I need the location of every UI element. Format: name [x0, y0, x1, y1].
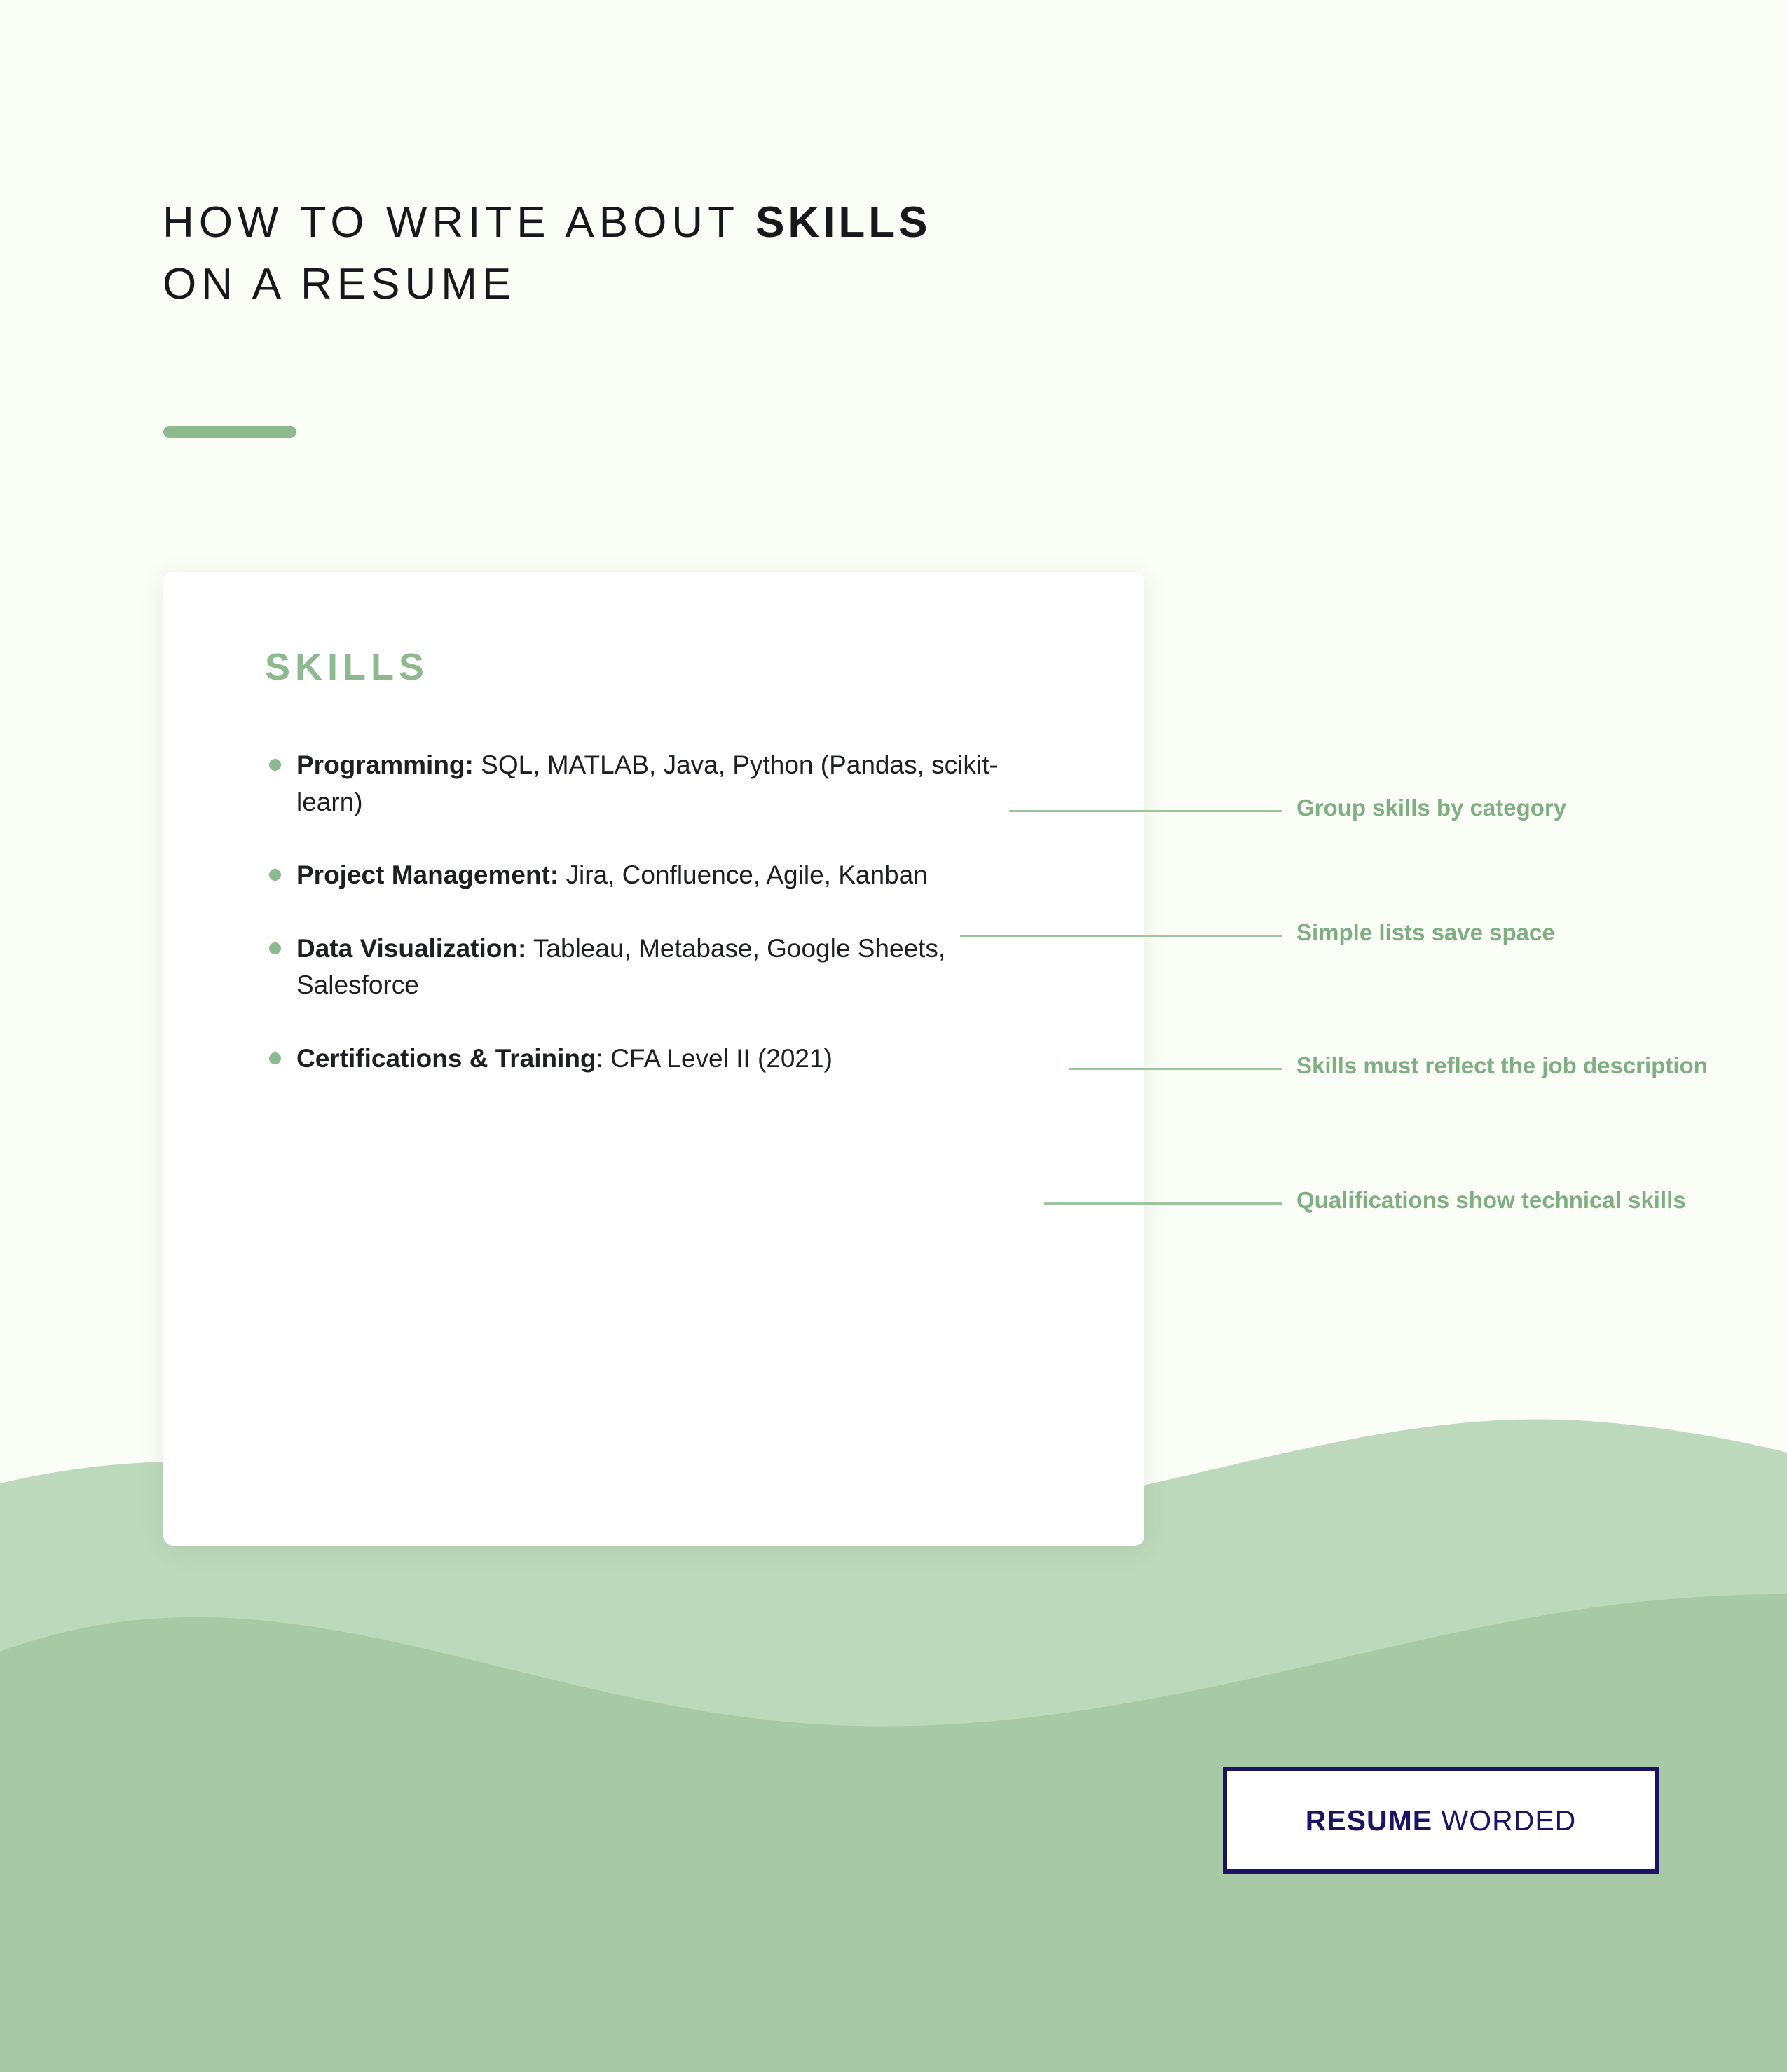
accent-divider: [163, 426, 296, 438]
skill-category-value: Jira, Confluence, Agile, Kanban: [559, 860, 928, 890]
list-item: [265, 1041, 1057, 1078]
brand-logo[interactable]: [1223, 1767, 1659, 1874]
skill-category-label: Programming:: [296, 750, 474, 779]
brand-logo-bold: RESUME: [1305, 1804, 1433, 1837]
bullet-icon: [269, 869, 281, 881]
skill-category-value: Tableau, Metabase, Google Sheets, Salesforce: [296, 933, 946, 1000]
skill-category-label: Certifications & Training: [296, 1043, 596, 1073]
list-item: [265, 747, 1057, 821]
annotation-label: Simple lists save space: [1296, 919, 1555, 945]
brand-logo-light: WORDED: [1432, 1804, 1577, 1837]
skill-category-label: Data Visualization:: [296, 933, 527, 963]
resume-card: [163, 572, 1144, 1546]
skill-category-value: : CFA Level II (2021): [596, 1043, 833, 1073]
page-title: [163, 192, 931, 315]
skill-category-label: Project Management:: [296, 860, 559, 890]
list-item: [265, 931, 1057, 1004]
annotation-connector-line: [960, 935, 1282, 937]
list-item: [265, 857, 1057, 894]
bullet-icon: [269, 759, 281, 771]
bullet-icon: [269, 942, 281, 954]
skills-list: [265, 747, 1057, 1113]
annotation-group: [1037, 572, 1738, 1546]
bullet-icon: [269, 1052, 281, 1064]
annotation-connector-line: [1044, 1202, 1282, 1205]
skills-section-heading: SKILLS: [265, 646, 430, 688]
annotation-connector-line: [1009, 810, 1282, 812]
skill-category-value: SQL, MATLAB, Java, Python (Pandas, scikit-learn): [296, 750, 998, 816]
annotation-label: Skills must reflect the job description: [1296, 1052, 1708, 1078]
page-title-line1-bold: SKILLS: [755, 198, 931, 247]
brand-logo-text: [1306, 1804, 1577, 1837]
page-title-line2: ON A RESUME: [163, 259, 516, 308]
annotation-connector-line: [1069, 1068, 1282, 1070]
page-title-line1-plain: HOW TO WRITE ABOUT: [163, 198, 756, 247]
annotation-label: Qualifications show technical skills: [1296, 1187, 1686, 1213]
annotation-label: Group skills by category: [1296, 795, 1567, 821]
